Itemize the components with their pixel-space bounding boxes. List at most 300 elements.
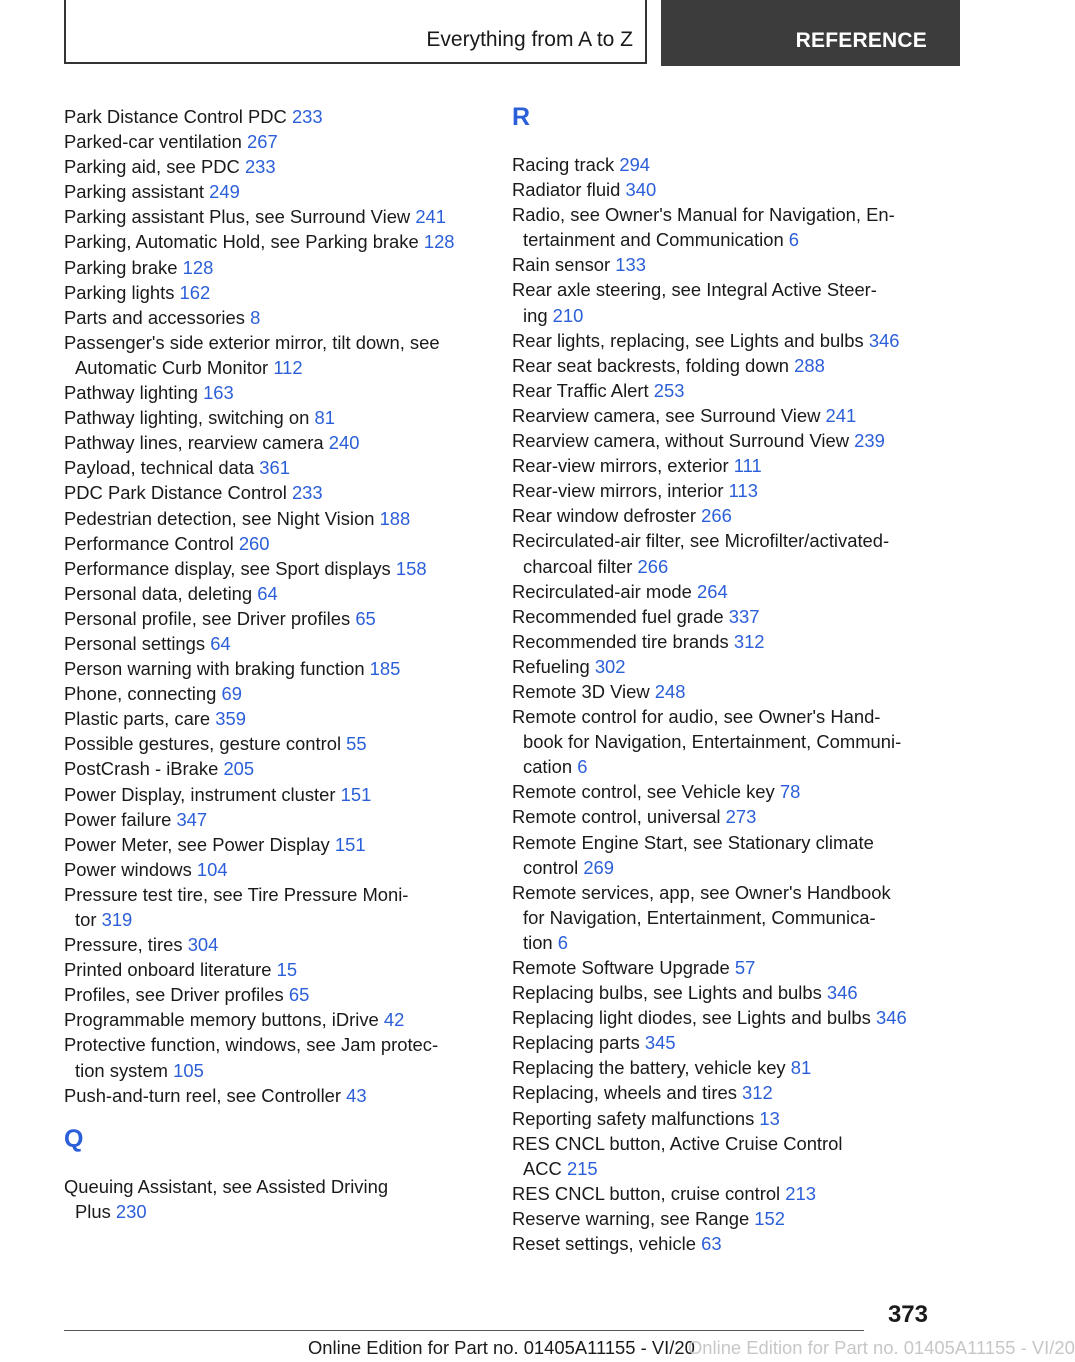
page-link[interactable]: 302	[594, 655, 626, 677]
index-entry	[64, 556, 474, 581]
page-link[interactable]: 215	[566, 1157, 598, 1179]
index-entry-line	[64, 280, 474, 305]
index-entry-line	[512, 704, 932, 729]
page-link[interactable]: 230	[115, 1200, 147, 1222]
index-entry-text: Rearview camera, see Surround View	[512, 404, 821, 426]
page-link[interactable]: 239	[854, 430, 885, 452]
index-list-q	[64, 1174, 474, 1224]
index-entry-text: Push-and-turn reel, see Controller	[64, 1084, 342, 1106]
page-link[interactable]: 63	[701, 1233, 722, 1255]
page-link[interactable]: 185	[369, 658, 401, 680]
index-entry-text: Remote control, universal	[512, 806, 721, 828]
index-entry	[64, 455, 474, 480]
index-entry-text: Park Distance Control PDC	[64, 106, 287, 127]
index-entry-line	[512, 1106, 932, 1131]
page-link[interactable]: 248	[654, 680, 686, 702]
page-link[interactable]: 64	[210, 632, 231, 654]
index-entry-line	[64, 1083, 474, 1108]
index-entry-text: Parking lights	[64, 281, 175, 303]
page-link[interactable]: 241	[825, 404, 857, 426]
header-frame	[64, 0, 647, 64]
index-entry-line	[512, 1231, 932, 1256]
page-link[interactable]: 15	[276, 959, 298, 981]
index-entry-line	[512, 754, 932, 779]
index-entry-text: Pathway lighting, switching on	[64, 407, 310, 429]
index-entry	[64, 782, 474, 807]
index-entry-line	[64, 706, 474, 731]
page-link[interactable]: 233	[291, 106, 323, 127]
index-entry-text: Power failure	[64, 808, 172, 830]
index-entry-text: Pressure test tire, see Tire Pressure Moni-	[64, 883, 409, 905]
index-entry-text: Racing track	[512, 154, 615, 175]
page-link[interactable]: 151	[334, 833, 366, 855]
index-entry	[64, 857, 474, 882]
page-link[interactable]: 359	[215, 708, 246, 730]
page-link[interactable]: 6	[788, 229, 800, 251]
page-link[interactable]: 346	[876, 1007, 907, 1029]
index-entry-line	[512, 629, 932, 654]
index-entry	[64, 706, 474, 731]
index-entry-text: Refueling	[512, 655, 590, 677]
index-entry-text: Personal settings	[64, 632, 206, 654]
page-link[interactable]: 104	[196, 858, 228, 880]
page-link[interactable]: 340	[625, 179, 657, 201]
page-link[interactable]: 241	[415, 206, 447, 228]
index-entry-text: Power Meter, see Power Display	[64, 833, 330, 855]
index-entry-line	[64, 405, 474, 430]
index-entry-text: charcoal filter	[523, 555, 633, 577]
page-link[interactable]: 264	[697, 580, 728, 602]
index-entry	[64, 1032, 474, 1082]
index-entry-line	[512, 1080, 932, 1105]
index-entry	[64, 882, 474, 932]
index-entry	[512, 629, 932, 654]
index-entry-line	[64, 957, 474, 982]
index-entry-text: RES CNCL button, Active Cruise Control	[512, 1132, 843, 1154]
index-entry	[64, 832, 474, 857]
index-entry-text: Personal profile, see Driver profiles	[64, 607, 351, 629]
index-entry-line	[512, 428, 932, 453]
index-entry-text: tor	[75, 909, 97, 930]
index-entry-text: Automatic Curb Monitor	[75, 356, 269, 378]
index-entry-text: Replacing parts	[512, 1032, 640, 1054]
index-entry-text: Programmable memory buttons, iDrive	[64, 1009, 379, 1031]
index-entry-text: Replacing light diodes, see Lights and bulbs	[512, 1007, 871, 1029]
index-entry-line	[512, 277, 932, 302]
index-entry-line	[512, 830, 932, 855]
index-entry	[64, 1007, 474, 1032]
index-entry-text: Reset settings, vehicle	[512, 1233, 696, 1255]
page-link[interactable]: 266	[701, 505, 732, 527]
index-entry-line	[512, 378, 932, 403]
index-entry-line	[64, 1007, 474, 1032]
index-entry-line	[512, 528, 932, 553]
index-entry-line	[64, 907, 474, 932]
index-entry-line	[64, 204, 474, 229]
index-entry	[512, 579, 932, 604]
page-link[interactable]: 8	[250, 306, 261, 328]
edition-note: Online Edition for Part no. 01405A11155 - VI/20	[308, 1337, 695, 1358]
index-entry-line	[512, 1131, 932, 1156]
page-link[interactable]: 233	[244, 156, 276, 178]
page-link[interactable]: 55	[346, 733, 367, 755]
index-entry	[512, 428, 932, 453]
page-link[interactable]: 162	[179, 281, 211, 303]
page-link[interactable]: 273	[725, 806, 757, 828]
index-entry-line	[64, 129, 474, 154]
page-link[interactable]: 346	[826, 982, 858, 1004]
index-entry-line	[512, 779, 932, 804]
index-entry-text: Plus	[75, 1200, 111, 1222]
index-entry-text: Rearview camera, without Surround View	[512, 430, 849, 452]
index-entry-text: Queuing Assistant, see Assisted Driving	[64, 1175, 389, 1197]
index-entry	[512, 704, 932, 779]
index-entry-text: Personal data, deleting	[64, 582, 253, 604]
index-entry	[64, 807, 474, 832]
index-list-r	[512, 152, 932, 1256]
page-link[interactable]: 312	[733, 630, 765, 652]
page-link[interactable]: 253	[653, 379, 685, 401]
index-entry-line	[512, 152, 932, 177]
page-link[interactable]: 78	[779, 781, 801, 803]
page-link[interactable]: 345	[644, 1032, 676, 1054]
index-entry-line	[512, 1005, 932, 1030]
page-link[interactable]: 233	[291, 482, 323, 504]
page-link[interactable]: 266	[637, 555, 669, 577]
index-entry-text: Recommended fuel grade	[512, 605, 724, 627]
index-entry-line	[64, 681, 474, 706]
index-entry-line	[512, 855, 932, 880]
index-entry-line	[512, 1181, 932, 1206]
index-entry-line	[64, 581, 474, 606]
index-entry-line	[64, 631, 474, 656]
page-link[interactable]: 267	[247, 131, 278, 153]
page-link[interactable]: 64	[257, 582, 278, 604]
index-list-p	[64, 104, 474, 1108]
index-entry-text: Rear window defroster	[512, 505, 696, 527]
index-entry-text: Remote 3D View	[512, 680, 650, 702]
index-entry-text: Recirculated-air mode	[512, 580, 692, 602]
index-entry	[64, 154, 474, 179]
index-entry-line	[64, 556, 474, 581]
index-entry-line	[512, 303, 932, 328]
page-link[interactable]: 69	[221, 683, 242, 705]
index-entry-text: Remote control, see Vehicle key	[512, 781, 775, 803]
index-entry-line	[64, 179, 474, 204]
index-entry-line	[64, 656, 474, 681]
index-entry-line	[64, 455, 474, 480]
index-entry	[512, 1080, 932, 1105]
index-entry-line	[64, 731, 474, 756]
page-link[interactable]: 111	[733, 455, 762, 477]
index-entry-text: Payload, technical data	[64, 457, 255, 479]
page-link[interactable]: 158	[395, 557, 427, 579]
index-entry-text: Replacing the battery, vehicle key	[512, 1057, 786, 1079]
index-entry	[512, 1106, 932, 1131]
index-entry	[512, 177, 932, 202]
index-entry-text: Parking assistant	[64, 181, 205, 203]
index-entry-line	[512, 955, 932, 980]
index-entry-line	[64, 1032, 474, 1057]
index-entry-line	[512, 453, 932, 478]
index-entry-line	[64, 1058, 474, 1083]
index-entry-line	[512, 1055, 932, 1080]
page-link[interactable]: 213	[785, 1182, 816, 1204]
index-entry	[512, 1005, 932, 1030]
page-link[interactable]: 65	[355, 607, 376, 629]
page-link[interactable]: 6	[557, 931, 569, 953]
page-link[interactable]: 347	[176, 808, 208, 830]
index-entry	[64, 506, 474, 531]
index-entry	[512, 955, 932, 980]
header-tab-label: REFERENCE	[795, 29, 927, 52]
index-entry-text: cation	[523, 756, 573, 778]
index-entry-text: tion system	[75, 1059, 169, 1081]
index-entry-text: Remote Engine Start, see Stationary climate	[512, 831, 874, 853]
index-entry	[64, 380, 474, 405]
page-link[interactable]: 133	[615, 254, 646, 276]
index-entry	[64, 531, 474, 556]
index-entry-text: Replacing, wheels and tires	[512, 1082, 737, 1104]
index-column-right	[512, 104, 932, 1256]
index-entry	[64, 330, 474, 380]
index-entry-text: Plastic parts, care	[64, 708, 211, 730]
index-entry	[512, 378, 932, 403]
index-entry-text: Pedestrian detection, see Night Vision	[64, 507, 375, 529]
page-link[interactable]: 319	[101, 909, 133, 930]
index-entry-text: Pathway lighting	[64, 382, 198, 404]
index-entry-line	[64, 229, 474, 254]
section-letter-q: Q	[64, 1124, 84, 1153]
page-link[interactable]: 105	[173, 1059, 204, 1081]
index-entry-line	[64, 480, 474, 505]
index-entry-line	[64, 154, 474, 179]
index-entry-line	[64, 782, 474, 807]
index-entry-line	[512, 1206, 932, 1231]
index-entry-line	[512, 227, 932, 252]
page-link[interactable]: 81	[790, 1057, 812, 1079]
index-entry-text: Passenger's side exterior mirror, tilt down, see	[64, 331, 440, 353]
header-section-title: Everything from A to Z	[426, 28, 633, 51]
page-link[interactable]: 65	[288, 984, 310, 1006]
index-entry	[512, 528, 932, 578]
page-link[interactable]: 113	[728, 480, 758, 502]
index-entry-line	[64, 832, 474, 857]
index-entry-text: Remote control for audio, see Owner's Hand-	[512, 706, 881, 728]
index-entry-text: Rear seat backrests, folding down	[512, 354, 790, 376]
index-entry-line	[64, 506, 474, 531]
index-entry-line	[512, 1030, 932, 1055]
page-link[interactable]: 13	[759, 1107, 780, 1129]
page-link[interactable]: 312	[742, 1082, 773, 1104]
index-entry	[512, 503, 932, 528]
index-entry	[64, 631, 474, 656]
index-entry	[512, 1231, 932, 1256]
index-entry-line	[64, 932, 474, 957]
index-entry-text: Rear Traffic Alert	[512, 379, 649, 401]
index-entry	[512, 779, 932, 804]
index-entry	[512, 453, 932, 478]
index-entry-text: Parking aid, see PDC	[64, 156, 240, 178]
index-entry	[64, 480, 474, 505]
page-link[interactable]: 43	[346, 1084, 367, 1106]
index-entry	[512, 478, 932, 503]
index-entry-text: Remote services, app, see Owner's Handbook	[512, 881, 891, 903]
index-entry-text: Remote Software Upgrade	[512, 957, 730, 978]
index-entry	[64, 280, 474, 305]
index-entry-line	[512, 353, 932, 378]
index-entry-line	[512, 252, 932, 277]
index-entry-text: Performance display, see Sport displays	[64, 557, 391, 579]
index-entry-text: ing	[523, 304, 548, 326]
index-entry-line	[512, 478, 932, 503]
index-entry-text: Rain sensor	[512, 254, 611, 276]
index-entry	[512, 1055, 932, 1080]
index-entry-text: book for Navigation, Entertainment, Communi-	[523, 731, 902, 753]
index-entry	[64, 1083, 474, 1108]
index-entry	[512, 403, 932, 428]
page-link[interactable]: 304	[187, 934, 219, 956]
index-entry-text: Recommended tire brands	[512, 630, 729, 652]
index-entry-text: Recirculated-air filter, see Microfilter/activated-	[512, 530, 890, 552]
index-entry-text: Parking, Automatic Hold, see Parking brake	[64, 231, 419, 253]
index-entry	[512, 252, 932, 277]
index-entry-text: RES CNCL button, cruise control	[512, 1182, 781, 1204]
index-entry	[64, 305, 474, 330]
page-link[interactable]: 260	[238, 532, 270, 554]
page-link[interactable]: 294	[619, 154, 651, 175]
index-entry	[64, 229, 474, 254]
index-entry-text: Parking brake	[64, 256, 178, 278]
index-entry-line	[64, 330, 474, 355]
page-link[interactable]: 42	[383, 1009, 405, 1031]
index-entry	[64, 681, 474, 706]
index-entry-line	[512, 804, 932, 829]
page-link[interactable]: 152	[754, 1207, 785, 1229]
index-entry	[512, 980, 932, 1005]
index-entry	[64, 932, 474, 957]
index-entry-text: Parts and accessories	[64, 306, 245, 328]
page-link[interactable]: 128	[423, 231, 455, 253]
index-entry	[64, 179, 474, 204]
page-link[interactable]: 112	[273, 356, 303, 378]
watermark: Online Edition for Part no. 01405A11155 - VI/20	[688, 1337, 1075, 1358]
index-entry	[512, 1030, 932, 1055]
index-entry	[64, 104, 474, 129]
index-entry-text: Rear-view mirrors, interior	[512, 480, 724, 502]
index-entry-line	[64, 857, 474, 882]
index-entry	[512, 1181, 932, 1206]
index-entry	[64, 255, 474, 280]
index-entry-text: Protective function, windows, see Jam protec-	[64, 1034, 439, 1056]
index-entry-line	[64, 380, 474, 405]
index-entry-line	[64, 1199, 474, 1224]
index-entry-text: Rear lights, replacing, see Lights and bulbs	[512, 329, 864, 351]
index-entry-text: Power windows	[64, 858, 192, 880]
index-entry	[512, 277, 932, 327]
index-entry-line	[512, 403, 932, 428]
index-entry-line	[64, 756, 474, 781]
index-entry-text: PostCrash - iBrake	[64, 758, 219, 780]
page-link[interactable]: 163	[203, 382, 234, 404]
page-link[interactable]: 337	[728, 605, 760, 627]
page-link[interactable]: 269	[583, 856, 615, 878]
index-entry-line	[64, 807, 474, 832]
index-entry-text: Reserve warning, see Range	[512, 1207, 750, 1229]
index-entry-text: Rear axle steering, see Integral Active Steer-	[512, 279, 877, 301]
index-entry-line	[64, 430, 474, 455]
index-entry-line	[512, 654, 932, 679]
page-link[interactable]: 57	[734, 957, 756, 978]
index-entry-line	[512, 503, 932, 528]
index-entry	[512, 1206, 932, 1231]
page-link[interactable]: 346	[868, 329, 900, 351]
page-number: 373	[887, 1301, 928, 1328]
index-entry-text: Parking assistant Plus, see Surround View	[64, 206, 411, 228]
page-link[interactable]: 210	[552, 304, 584, 326]
index-entry-text: Rear-view mirrors, exterior	[512, 455, 729, 477]
index-entry-text: Reporting safety malfunctions	[512, 1107, 755, 1129]
header-tab-reference	[661, 0, 960, 66]
index-entry-line	[512, 604, 932, 629]
index-entry-text: Radio, see Owner's Manual for Navigation, En-	[512, 204, 895, 226]
page-link[interactable]: 249	[209, 181, 240, 203]
page-link[interactable]: 6	[577, 756, 588, 778]
index-entry	[64, 430, 474, 455]
index-entry	[64, 756, 474, 781]
index-entry	[64, 129, 474, 154]
index-entry-line	[64, 305, 474, 330]
index-entry	[512, 1131, 932, 1181]
index-entry	[64, 731, 474, 756]
index-entry-line	[512, 980, 932, 1005]
index-entry	[512, 654, 932, 679]
index-entry-text: Person warning with braking function	[64, 658, 365, 680]
index-entry-text: Parked-car ventilation	[64, 131, 242, 153]
index-entry-line	[64, 1174, 474, 1199]
index-entry-line	[64, 104, 474, 129]
index-entry-line	[64, 882, 474, 907]
index-entry-line	[64, 531, 474, 556]
page-link[interactable]: 288	[794, 354, 825, 376]
index-entry	[512, 604, 932, 629]
index-entry-text: Profiles, see Driver profiles	[64, 984, 284, 1006]
index-entry-line	[512, 177, 932, 202]
index-entry-line	[512, 930, 932, 955]
index-entry	[512, 353, 932, 378]
index-entry-text: Phone, connecting	[64, 683, 217, 705]
index-entry-text: Pathway lines, rearview camera	[64, 432, 324, 454]
index-entry-text: Power Display, instrument cluster	[64, 783, 336, 805]
index-entry	[64, 581, 474, 606]
index-entry-text: for Navigation, Entertainment, Communica-	[523, 906, 876, 928]
page-link[interactable]: 240	[328, 432, 360, 454]
page-link[interactable]: 188	[379, 507, 411, 529]
page-link[interactable]: 361	[259, 457, 290, 479]
index-entry-line	[512, 729, 932, 754]
index-entry-text: tion	[523, 931, 553, 953]
page-link[interactable]: 205	[223, 758, 255, 780]
index-entry-line	[64, 606, 474, 631]
page-link[interactable]: 81	[314, 407, 335, 429]
index-entry	[512, 880, 932, 955]
index-entry	[512, 202, 932, 252]
page-link[interactable]: 151	[340, 783, 372, 805]
index-entry	[512, 804, 932, 829]
footer-rule	[64, 1330, 864, 1331]
page-link[interactable]: 128	[182, 256, 214, 278]
index-entry	[64, 656, 474, 681]
